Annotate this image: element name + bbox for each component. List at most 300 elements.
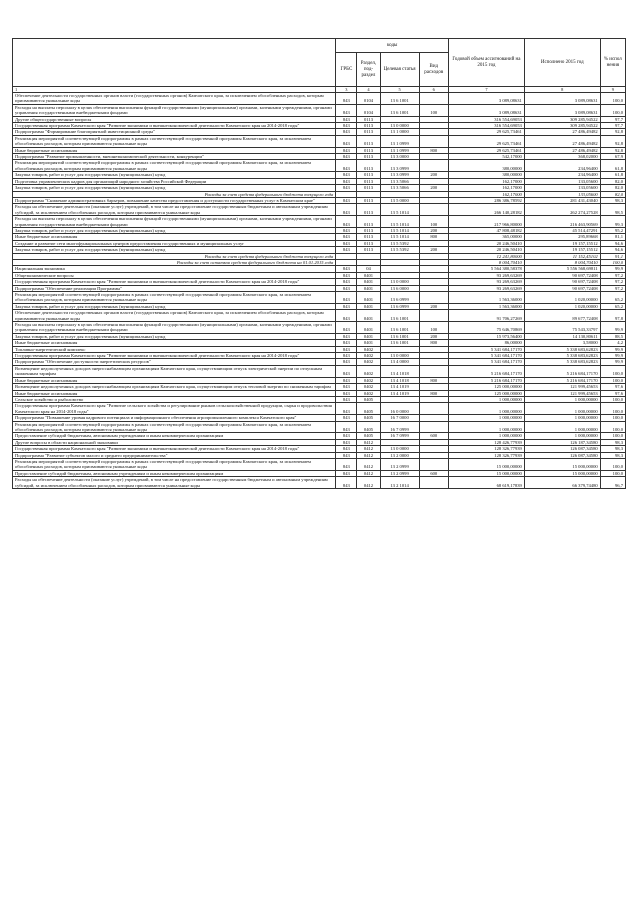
row-pct: 92,8 bbox=[600, 135, 625, 147]
row-grbs: 843 bbox=[336, 403, 357, 415]
row-grbs: 843 bbox=[336, 346, 357, 352]
row-pct: 81,1 bbox=[600, 234, 625, 240]
row-plan: 125 000,00000 bbox=[449, 384, 525, 390]
row-grbs: 843 bbox=[336, 227, 357, 233]
row-vr: 800 bbox=[419, 147, 448, 153]
row-grbs: 843 bbox=[336, 333, 357, 339]
row-grbs: 843 bbox=[336, 104, 357, 116]
row-pct: 99,9 bbox=[600, 359, 625, 365]
row-csr: 16 7 0000 bbox=[380, 415, 419, 421]
row-plan: 5 341 684,17170 bbox=[449, 353, 525, 359]
row-csr: 13 6 0999 bbox=[380, 303, 419, 309]
row-description: Расходы на обеспечение деятельности (оказание услуг) учреждений, в том числе на предоставление государственным бюджетным и автономным учреждениям субсидий, за исключением обособленных расходов, которым присваиваются уникальные коды bbox=[13, 477, 336, 489]
row-pct: 82,0 bbox=[600, 185, 625, 191]
row-exec: 5 338 683,62823 bbox=[524, 359, 600, 365]
row-pct: 94,6 bbox=[600, 240, 625, 246]
row-grbs: 843 bbox=[336, 470, 357, 476]
col-number: 7 bbox=[449, 87, 525, 93]
row-csr: 13 6 1001 bbox=[380, 340, 419, 346]
row-pct: 100,0 bbox=[600, 458, 625, 470]
row-description: Обеспечение деятельности государственных органов власти (государственных органов) Камчатского края, за исключением обособленных расходов, которым присваиваются уникальные коды bbox=[13, 310, 336, 322]
row-razdel: 0405 bbox=[357, 421, 380, 433]
row-exec: 45 514,47291 bbox=[524, 227, 600, 233]
row-pct: 96,7 bbox=[600, 477, 625, 489]
row-description: Подпрограмма "Развитие промышленности, внешнеэкономической деятельности, конкуренции" bbox=[13, 154, 336, 160]
row-plan: 86,00000 bbox=[449, 340, 525, 346]
row-exec: 5 338 683,62823 bbox=[524, 353, 600, 359]
table-row bbox=[13, 322, 626, 334]
row-description: Реализация мероприятий соответствующей подпрограммы в рамках соответствующей государственной программы Камчатского края, за исключением обособленных расходов, которым присваиваются уникальные коды bbox=[13, 135, 336, 147]
row-grbs: 843 bbox=[336, 154, 357, 160]
row-pct: 82,0 bbox=[600, 191, 625, 197]
row-description: Подпрограмма "Повышение уровня кадрового потенциала и информационного обеспечения агропромышленного комплекса Камчатского края" bbox=[13, 415, 336, 421]
table-row bbox=[13, 135, 626, 147]
row-vr: 600 bbox=[419, 470, 448, 476]
row-razdel: 0113 bbox=[357, 178, 380, 184]
row-csr: 13 2 0999 bbox=[380, 470, 419, 476]
row-csr: 13 6 0999 bbox=[380, 292, 419, 304]
table-row bbox=[13, 104, 626, 116]
row-plan: 5 216 684,17170 bbox=[449, 377, 525, 383]
col-number: 3 bbox=[336, 87, 357, 93]
row-exec: 27 486,49482 bbox=[524, 147, 600, 153]
row-description: Закупка товаров, работ и услуг для государственных (муниципальных) нужд bbox=[13, 227, 336, 233]
row-vr: 800 bbox=[419, 390, 448, 396]
row-exec: 90 697,72408 bbox=[524, 279, 600, 285]
row-razdel: 0104 bbox=[357, 104, 380, 116]
row-csr: 13 1 0999 bbox=[380, 135, 419, 147]
row-description: Предоставление субсидий бюджетным, автономным учреждениям и иным некоммерческим организациям bbox=[13, 433, 336, 439]
row-grbs: 843 bbox=[336, 240, 357, 246]
row-csr: 13 3 0999 bbox=[380, 172, 419, 178]
row-razdel: 0401 bbox=[357, 340, 380, 346]
row-plan: 15 000,00000 bbox=[449, 470, 525, 476]
row-plan: 93 269,63269 bbox=[449, 272, 525, 278]
row-pct: 98,5 bbox=[600, 204, 625, 216]
row-csr: 13 5 1014 bbox=[380, 216, 419, 228]
row-csr: 13 3 5066 bbox=[380, 185, 419, 191]
row-plan: 91 706,27269 bbox=[449, 310, 525, 322]
row-csr: 13 4 1019 bbox=[380, 384, 419, 390]
row-csr: 16 0 0000 bbox=[380, 403, 419, 415]
row-grbs: 843 bbox=[336, 129, 357, 135]
col-number: 4 bbox=[357, 87, 380, 93]
row-exec: 262 274,27528 bbox=[524, 204, 600, 216]
row-plan: 162,17000 bbox=[449, 191, 525, 197]
row-razdel: 0402 bbox=[357, 359, 380, 365]
row-plan: 93 269,63269 bbox=[449, 285, 525, 291]
row-csr: 13 5 1014 bbox=[380, 227, 419, 233]
row-plan: 20 246,50410 bbox=[449, 247, 525, 253]
row-razdel: 0113 bbox=[357, 129, 380, 135]
row-pct: 61,8 bbox=[600, 172, 625, 178]
row-pct: 100,0 bbox=[600, 396, 625, 402]
row-grbs: 843 bbox=[336, 266, 357, 272]
row-exec: 89 677,72408 bbox=[524, 310, 600, 322]
row-csr: 13 4 0000 bbox=[380, 359, 419, 365]
row-description: Общеэкономические вопросы bbox=[13, 272, 336, 278]
row-pct: 100,0 bbox=[600, 104, 625, 116]
row-razdel: 0402 bbox=[357, 365, 380, 377]
row-exec: 15 000,00000 bbox=[524, 470, 600, 476]
row-razdel: 0113 bbox=[357, 227, 380, 233]
row-vr: 600 bbox=[419, 433, 448, 439]
row-razdel: 0401 bbox=[357, 272, 380, 278]
row-grbs: 843 bbox=[336, 123, 357, 129]
row-grbs: 843 bbox=[336, 172, 357, 178]
row-plan: 29 625,73461 bbox=[449, 129, 525, 135]
row-vr bbox=[419, 403, 448, 415]
row-exec: 133,05600 bbox=[524, 185, 600, 191]
row-description: Государственная программа Камчатского края "Развитие сельского хозяйства и регулирование рынков сельскохозяйственной продукции, сырья и продовольствия Камчатского края на 2014-2018 годы" bbox=[13, 403, 336, 415]
row-grbs: 843 bbox=[336, 439, 357, 445]
row-description: Иные бюджетные ассигнования bbox=[13, 234, 336, 240]
row-razdel: 0104 bbox=[357, 93, 380, 105]
row-razdel: 0113 bbox=[357, 247, 380, 253]
row-pct: 100,0 bbox=[600, 365, 625, 377]
table-row bbox=[13, 216, 626, 228]
row-description: Закупка товаров, работ и услуг для государственных (муниципальных) нужд bbox=[13, 333, 336, 339]
row-pct: 98,3 bbox=[600, 452, 625, 458]
col-number: 8 bbox=[524, 87, 600, 93]
row-vr: 200 bbox=[419, 172, 448, 178]
row-grbs: 843 bbox=[336, 353, 357, 359]
row-csr: 13 5 5392 bbox=[380, 247, 419, 253]
row-exec: 1 000,00000 bbox=[524, 403, 600, 415]
row-grbs: 843 bbox=[336, 458, 357, 470]
row-exec: 1 000,00000 bbox=[524, 421, 600, 433]
row-razdel: 0113 bbox=[357, 185, 380, 191]
row-description: Закупка товаров, работ и услуг для государственных (муниципальных) нужд bbox=[13, 185, 336, 191]
row-plan: 162,17000 bbox=[449, 178, 525, 184]
row-csr: 13 3 5066 bbox=[380, 178, 419, 184]
row-razdel: 0113 bbox=[357, 216, 380, 228]
row-description: Предоставление субсидий бюджетным, автономным учреждениям и иным некоммерческим организациям bbox=[13, 470, 336, 476]
table-row bbox=[13, 458, 626, 470]
row-description: Реализация мероприятий соответствующей подпрограммы в рамках соответствующей государственной программы Камчатского края, за исключением обособленных расходов, которым присваиваются уникальные коды bbox=[13, 421, 336, 433]
row-pct: 4,2 bbox=[600, 340, 625, 346]
row-description: Расходы на выплаты персоналу в целях обеспечения выполнения функций государственными (муниципальными) органами, казенными учреждениями, органами управления государственными внебюджетными фондами bbox=[13, 104, 336, 116]
row-csr: 13 4 1018 bbox=[380, 377, 419, 383]
row-exec: 1 000,00000 bbox=[524, 415, 600, 421]
row-csr: 13 5 1014 bbox=[380, 204, 419, 216]
row-description: Национальная экономика bbox=[13, 266, 336, 272]
row-plan: 29 625,73461 bbox=[449, 135, 525, 147]
row-vr bbox=[419, 310, 448, 322]
row-plan: 12 241,80000 bbox=[449, 253, 525, 259]
row-csr: 13 5 5392 bbox=[380, 240, 419, 246]
row-grbs: 843 bbox=[336, 247, 357, 253]
row-razdel: 0113 bbox=[357, 123, 380, 129]
col-number: 5 bbox=[380, 87, 419, 93]
row-vr bbox=[419, 421, 448, 433]
row-description: Закупка товаров, работ и услуг для государственных (муниципальных) нужд bbox=[13, 172, 336, 178]
row-exec: 216 463,90569 bbox=[524, 216, 600, 228]
row-razdel: 0402 bbox=[357, 377, 380, 383]
row-grbs: 843 bbox=[336, 135, 357, 147]
row-grbs: 843 bbox=[336, 340, 357, 346]
header-plan: Годовой объем ассигнований на 2015 год bbox=[449, 39, 525, 87]
row-exec: 5 556 568,69811 bbox=[524, 266, 600, 272]
row-description: Реализация мероприятий соответствующей подпрограммы в рамках соответствующей государственной программы Камчатского края, за исключением обособленных расходов, которым присваиваются уникальные коды bbox=[13, 458, 336, 470]
row-vr bbox=[419, 93, 448, 105]
row-razdel: 0113 bbox=[357, 160, 380, 172]
row-description: Расходы на выплаты персоналу в целях обеспечения выполнения функций государственными (муниципальными) органами, казенными учреждениями, органами управления государственными внебюджетными фондами bbox=[13, 216, 336, 228]
row-csr: 13 4 1019 bbox=[380, 390, 419, 396]
row-exec: 1 000,00000 bbox=[524, 433, 600, 439]
row-description: Реализация мероприятий соответствующей подпрограммы в рамках соответствующей государственной программы Камчатского края, за исключением обособленных расходов, которым присваиваются уникальные коды bbox=[13, 160, 336, 172]
row-razdel: 0405 bbox=[357, 396, 380, 402]
row-grbs: 843 bbox=[336, 477, 357, 489]
row-exec: 5 216 684,17170 bbox=[524, 377, 600, 383]
row-csr: 13 3 0999 bbox=[380, 160, 419, 172]
row-description: Реализация мероприятий соответствующей подпрограммы в рамках соответствующей государственной программы Камчатского края, за исключением обособленных расходов, которым присваиваются уникальные коды bbox=[13, 292, 336, 304]
row-grbs: 843 bbox=[336, 216, 357, 228]
row-pct: 97,7 bbox=[600, 123, 625, 129]
row-pct: 95,2 bbox=[600, 227, 625, 233]
row-pct: 100,0 bbox=[600, 377, 625, 383]
row-exec: 27 486,49482 bbox=[524, 135, 600, 147]
row-razdel: 0402 bbox=[357, 390, 380, 396]
row-exec: 27 486,49482 bbox=[524, 129, 600, 135]
row-description: Закупка товаров, работ и услуг для государственных (муниципальных) нужд bbox=[13, 247, 336, 253]
row-pct: 92,8 bbox=[600, 129, 625, 135]
row-description: Подпрограмма "Развитие субъектов малого и среднего предпринимательства" bbox=[13, 452, 336, 458]
row-pct: 97,2 bbox=[600, 272, 625, 278]
col-number: 9 bbox=[600, 87, 625, 93]
row-vr bbox=[419, 365, 448, 377]
row-plan: 93 269,63269 bbox=[449, 279, 525, 285]
row-plan: 380,00000 bbox=[449, 160, 525, 172]
row-exec: 15 000,00000 bbox=[524, 458, 600, 470]
row-vr bbox=[419, 160, 448, 172]
row-razdel: 0113 bbox=[357, 116, 380, 122]
row-plan: 5 564 380,58378 bbox=[449, 266, 525, 272]
row-csr: 13 0 0000 bbox=[380, 446, 419, 452]
row-vr: 200 bbox=[419, 333, 448, 339]
header-vr: Вид расходов bbox=[419, 53, 448, 87]
row-razdel: 04 bbox=[357, 266, 380, 272]
row-vr bbox=[419, 458, 448, 470]
row-razdel: 0401 bbox=[357, 292, 380, 304]
header-csr: Целевая статья bbox=[380, 53, 419, 87]
row-exec: 126 087,34580 bbox=[524, 446, 600, 452]
row-exec: 234,96400 bbox=[524, 160, 600, 172]
row-exec: 126 087,34580 bbox=[524, 452, 600, 458]
row-plan: 29 625,73461 bbox=[449, 147, 525, 153]
row-grbs: 843 bbox=[336, 234, 357, 240]
row-razdel: 0113 bbox=[357, 172, 380, 178]
row-description: Создание и развитие сети многофункциональных центров предоставления государственных и муниципальных услуг bbox=[13, 240, 336, 246]
row-pct: 91,1 bbox=[600, 253, 625, 259]
row-razdel: 0401 bbox=[357, 322, 380, 334]
table-row bbox=[13, 310, 626, 322]
row-grbs: 843 bbox=[336, 285, 357, 291]
row-razdel: 0113 bbox=[357, 154, 380, 160]
row-plan: 47 808,48182 bbox=[449, 227, 525, 233]
row-plan: 1 000,00000 bbox=[449, 396, 525, 402]
row-description: Государственная программа Камчатского края "Развитие экономики и внешнеэкономической деятельности Камчатского края на 2014-2018 годы" bbox=[13, 279, 336, 285]
row-exec: 90 697,72408 bbox=[524, 285, 600, 291]
row-csr: 13 6 1001 bbox=[380, 333, 419, 339]
row-razdel: 0401 bbox=[357, 333, 380, 339]
row-pct: 100,0 bbox=[600, 93, 625, 105]
row-pct: 99,9 bbox=[600, 266, 625, 272]
row-plan: 3 089,08631 bbox=[449, 104, 525, 116]
row-razdel: 0405 bbox=[357, 433, 380, 439]
row-plan: 380,00000 bbox=[449, 172, 525, 178]
row-csr: 13 2 0999 bbox=[380, 458, 419, 470]
row-pct: 100,0 bbox=[600, 403, 625, 415]
row-exec: 295,89668 bbox=[524, 234, 600, 240]
row-plan: 542,17000 bbox=[449, 154, 525, 160]
row-csr: 13 0 0000 bbox=[380, 279, 419, 285]
table-row bbox=[13, 292, 626, 304]
row-grbs: 843 bbox=[336, 185, 357, 191]
row-razdel: 0412 bbox=[357, 446, 380, 452]
row-exec: 1 020,00000 bbox=[524, 303, 600, 309]
row-csr: 13 0 0000 bbox=[380, 123, 419, 129]
header-razdel: Раздел, под- раздел bbox=[357, 53, 380, 87]
row-pct: 97,7 bbox=[600, 116, 625, 122]
row-csr: 13 6 0000 bbox=[380, 285, 419, 291]
row-exec: 133,05600 bbox=[524, 178, 600, 184]
row-csr: 16 7 0999 bbox=[380, 433, 419, 439]
row-exec: 14 130,80611 bbox=[524, 333, 600, 339]
row-grbs: 843 bbox=[336, 279, 357, 285]
row-description: Возмещение недополученных доходов энергоснабжающим организациям Камчатского края, осуществляющим отпуск электрической энергии по отпускным сниженным тарифам bbox=[13, 365, 336, 377]
row-grbs: 843 bbox=[336, 322, 357, 334]
row-exec: 5 338 683,62823 bbox=[524, 346, 600, 352]
row-plan: 316 554,69053 bbox=[449, 123, 525, 129]
row-plan: 217 966,80000 bbox=[449, 216, 525, 228]
row-razdel: 0412 bbox=[357, 439, 380, 445]
table-row bbox=[13, 477, 626, 489]
row-vr: 800 bbox=[419, 234, 448, 240]
row-razdel: 0113 bbox=[357, 204, 380, 216]
row-plan: 128 326,77939 bbox=[449, 452, 525, 458]
row-pct: 100,0 bbox=[600, 415, 625, 421]
row-description: Государственная программа Камчатского края "Развитие экономики и внешнеэкономической деятельности Камчатского края на 2014-2018 годы" bbox=[13, 353, 336, 359]
row-grbs: 843 bbox=[336, 204, 357, 216]
row-vr: 200 bbox=[419, 303, 448, 309]
row-csr: 13 5 1014 bbox=[380, 234, 419, 240]
row-plan: 15 000,00000 bbox=[449, 458, 525, 470]
row-exec: 309 285,94522 bbox=[524, 123, 600, 129]
row-plan: 1 000,00000 bbox=[449, 403, 525, 415]
row-vr: 200 bbox=[419, 185, 448, 191]
row-csr: 13 5 0000 bbox=[380, 197, 419, 203]
col-number: 1 bbox=[13, 87, 336, 93]
row-pct: 99,9 bbox=[600, 322, 625, 334]
row-razdel: 0405 bbox=[357, 415, 380, 421]
row-exec: 1 000,00000 bbox=[524, 396, 600, 402]
row-exec: 368,02000 bbox=[524, 154, 600, 160]
row-plan: 128 326,77939 bbox=[449, 446, 525, 452]
row-csr: 13 6 1001 bbox=[380, 104, 419, 116]
header-blank bbox=[13, 39, 336, 87]
row-razdel: 0412 bbox=[357, 477, 380, 489]
row-plan: 5 341 684,17170 bbox=[449, 359, 525, 365]
row-description: Иные бюджетные ассигнования bbox=[13, 390, 336, 396]
row-grbs: 843 bbox=[336, 292, 357, 304]
row-plan: 15 973,56400 bbox=[449, 333, 525, 339]
row-pct: 98,3 bbox=[600, 446, 625, 452]
row-plan: 266 140,28182 bbox=[449, 204, 525, 216]
row-pct: 99,9 bbox=[600, 346, 625, 352]
row-grbs: 843 bbox=[336, 390, 357, 396]
row-exec: 309 285,94522 bbox=[524, 116, 600, 122]
row-exec: 281 431,43040 bbox=[524, 197, 600, 203]
row-grbs: 843 bbox=[336, 303, 357, 309]
row-exec: 19 157,15512 bbox=[524, 240, 600, 246]
row-description: Подготовка управленческих кадров для организаций народного хозяйства Российской Федерации bbox=[13, 178, 336, 184]
row-csr: 13 0 0000 bbox=[380, 353, 419, 359]
row-plan: 1 563,36000 bbox=[449, 303, 525, 309]
row-plan: 286 386,78592 bbox=[449, 197, 525, 203]
table-row bbox=[13, 93, 626, 105]
row-vr: 200 bbox=[419, 247, 448, 253]
row-grbs: 843 bbox=[336, 365, 357, 377]
row-plan: 1 000,00000 bbox=[449, 433, 525, 439]
row-grbs: 843 bbox=[336, 446, 357, 452]
row-grbs: 843 bbox=[336, 310, 357, 322]
row-exec: 234,96400 bbox=[524, 172, 600, 178]
row-csr: 13 4 1018 bbox=[380, 365, 419, 377]
row-exec: 126 187,34580 bbox=[524, 439, 600, 445]
row-plan: 128 426,77939 bbox=[449, 439, 525, 445]
row-exec: 3 089,08631 bbox=[524, 104, 600, 116]
row-description: Обеспечение деятельности государственных органов власти (государственных органов) Камчатского края, за исключением обособленных расходов, которым присваиваются уникальные коды bbox=[13, 93, 336, 105]
row-pct: 94,6 bbox=[600, 247, 625, 253]
row-csr: 13 6 1001 bbox=[380, 93, 419, 105]
row-plan: 1 000,00000 bbox=[449, 415, 525, 421]
row-vr: 800 bbox=[419, 340, 448, 346]
row-vr: 200 bbox=[419, 227, 448, 233]
row-exec: 3,58000 bbox=[524, 340, 600, 346]
row-description: Подпрограмма "Снижение административных барьеров, повышение качества предоставления и доступности государственных услуг в Камчатском крае" bbox=[13, 197, 336, 203]
row-grbs: 843 bbox=[336, 147, 357, 153]
row-grbs: 843 bbox=[336, 160, 357, 172]
row-exec: 8 004,70410 bbox=[524, 259, 600, 265]
row-plan: 75 646,70869 bbox=[449, 322, 525, 334]
row-razdel: 0113 bbox=[357, 197, 380, 203]
row-pct: 97,8 bbox=[600, 310, 625, 322]
row-vr bbox=[419, 292, 448, 304]
row-pct: 67,9 bbox=[600, 154, 625, 160]
row-grbs: 843 bbox=[336, 272, 357, 278]
row-pct: 65,2 bbox=[600, 292, 625, 304]
row-description: Государственная программа Камчатского края "Развитие экономики и внешнеэкономической деятельности Камчатского края на 2014-2018 годы" bbox=[13, 446, 336, 452]
col-number: 6 bbox=[419, 87, 448, 93]
row-csr: 13 6 1001 bbox=[380, 322, 419, 334]
row-exec: 19 157,15512 bbox=[524, 247, 600, 253]
row-description: Расходы за счет средств федерального бюджета текущего года bbox=[13, 253, 336, 259]
row-description: Закупка товаров, работ и услуг для государственных (муниципальных) нужд bbox=[13, 303, 336, 309]
row-plan: 1 563,36000 bbox=[449, 292, 525, 304]
row-csr: 13 1 0000 bbox=[380, 129, 419, 135]
row-razdel: 0412 bbox=[357, 470, 380, 476]
row-pct: 100,0 bbox=[600, 421, 625, 433]
header-exec: Исполнено 2015 год bbox=[524, 39, 600, 87]
row-razdel: 0405 bbox=[357, 403, 380, 415]
row-grbs: 843 bbox=[336, 452, 357, 458]
row-pct: 97,2 bbox=[600, 279, 625, 285]
row-vr: 100 bbox=[419, 322, 448, 334]
row-razdel: 0402 bbox=[357, 353, 380, 359]
row-grbs: 843 bbox=[336, 384, 357, 390]
table-body bbox=[13, 93, 626, 489]
